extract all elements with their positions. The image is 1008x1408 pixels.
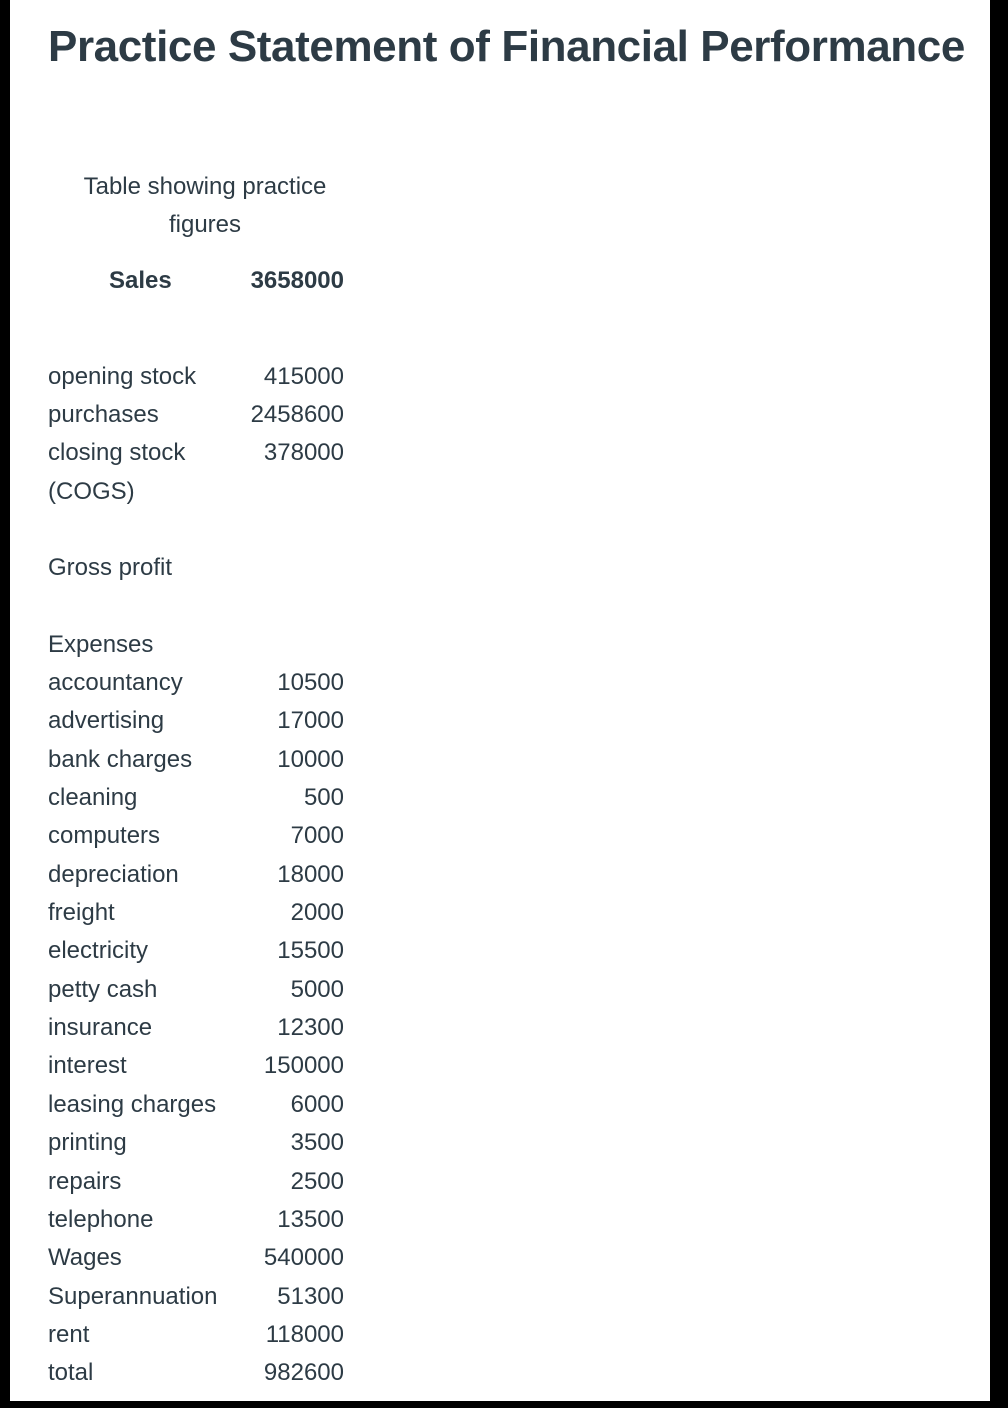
- row-label: electricity: [48, 937, 149, 964]
- row-value: 51300: [277, 1283, 344, 1310]
- table-row: [48, 1278, 348, 1316]
- expenses-heading: Expenses: [48, 631, 154, 658]
- row-label: leasing charges: [48, 1091, 217, 1118]
- table-row: [48, 702, 348, 740]
- table-row: [48, 779, 348, 817]
- statement-page: [10, 0, 990, 1401]
- row-value: 13500: [277, 1206, 344, 1233]
- row-label: depreciation: [48, 861, 179, 888]
- row-value: 540000: [263, 1244, 344, 1271]
- row-label: rent: [48, 1321, 90, 1348]
- row-value: 2458600: [250, 401, 344, 428]
- row-value: 7000: [290, 822, 344, 849]
- table-row: [48, 396, 348, 434]
- table-row: [48, 971, 348, 1009]
- row-label: petty cash: [48, 976, 158, 1003]
- row-label: purchases: [48, 401, 159, 428]
- row-value: 415000: [263, 363, 344, 390]
- row-label: freight: [48, 899, 115, 926]
- table-row: [48, 1163, 348, 1201]
- row-value: 18000: [277, 861, 344, 888]
- table-row: [48, 434, 348, 472]
- row-value: 5000: [290, 976, 344, 1003]
- row-value: 17000: [277, 707, 344, 734]
- row-label: Superannuation: [48, 1283, 218, 1310]
- table-row: [48, 1201, 348, 1239]
- table-row: [48, 741, 348, 779]
- sales-value: 3658000: [250, 267, 344, 294]
- table-row: [48, 1124, 348, 1162]
- table-row: [48, 1316, 348, 1354]
- table-row: [48, 894, 348, 932]
- row-label: repairs: [48, 1168, 122, 1195]
- row-value: 2000: [290, 899, 344, 926]
- page-title: Practice Statement of Financial Performance: [48, 22, 965, 71]
- row-value: 3500: [290, 1129, 344, 1156]
- row-label: computers: [48, 822, 161, 849]
- total-value: 982600: [263, 1359, 344, 1386]
- table-caption: Table showing practice figures: [83, 173, 327, 238]
- table-row: [48, 932, 348, 970]
- table-row: [48, 1047, 348, 1085]
- row-value: 150000: [263, 1052, 344, 1079]
- row-value: 500: [303, 784, 344, 811]
- sales-label: Sales: [109, 267, 172, 294]
- table-row: [48, 664, 348, 702]
- row-label: bank charges: [48, 746, 193, 773]
- gross-profit-label: Gross profit: [48, 554, 173, 581]
- cogs-label: (COGS): [48, 478, 135, 505]
- total-row: [48, 1354, 348, 1392]
- row-label: printing: [48, 1129, 127, 1156]
- table-row: [48, 856, 348, 894]
- row-value: 2500: [290, 1168, 344, 1195]
- row-label: opening stock: [48, 363, 197, 390]
- table-row: [48, 358, 348, 396]
- row-label: Wages: [48, 1244, 122, 1271]
- row-label: cleaning: [48, 784, 138, 811]
- row-value: 10000: [277, 746, 344, 773]
- row-label: accountancy: [48, 669, 183, 696]
- row-label: closing stock: [48, 439, 186, 466]
- row-label: insurance: [48, 1014, 153, 1041]
- row-label: interest: [48, 1052, 127, 1079]
- row-value: 15500: [277, 937, 344, 964]
- row-value: 12300: [277, 1014, 344, 1041]
- table-row: [48, 1086, 348, 1124]
- row-value: 10500: [277, 669, 344, 696]
- row-label: telephone: [48, 1206, 154, 1233]
- total-label: total: [48, 1359, 94, 1386]
- row-value: 118000: [265, 1321, 344, 1348]
- row-label: advertising: [48, 707, 165, 734]
- table-row: [48, 1239, 348, 1277]
- row-value: 6000: [290, 1091, 344, 1118]
- table-row: [48, 817, 348, 855]
- row-value: 378000: [263, 439, 344, 466]
- table-row: [48, 1009, 348, 1047]
